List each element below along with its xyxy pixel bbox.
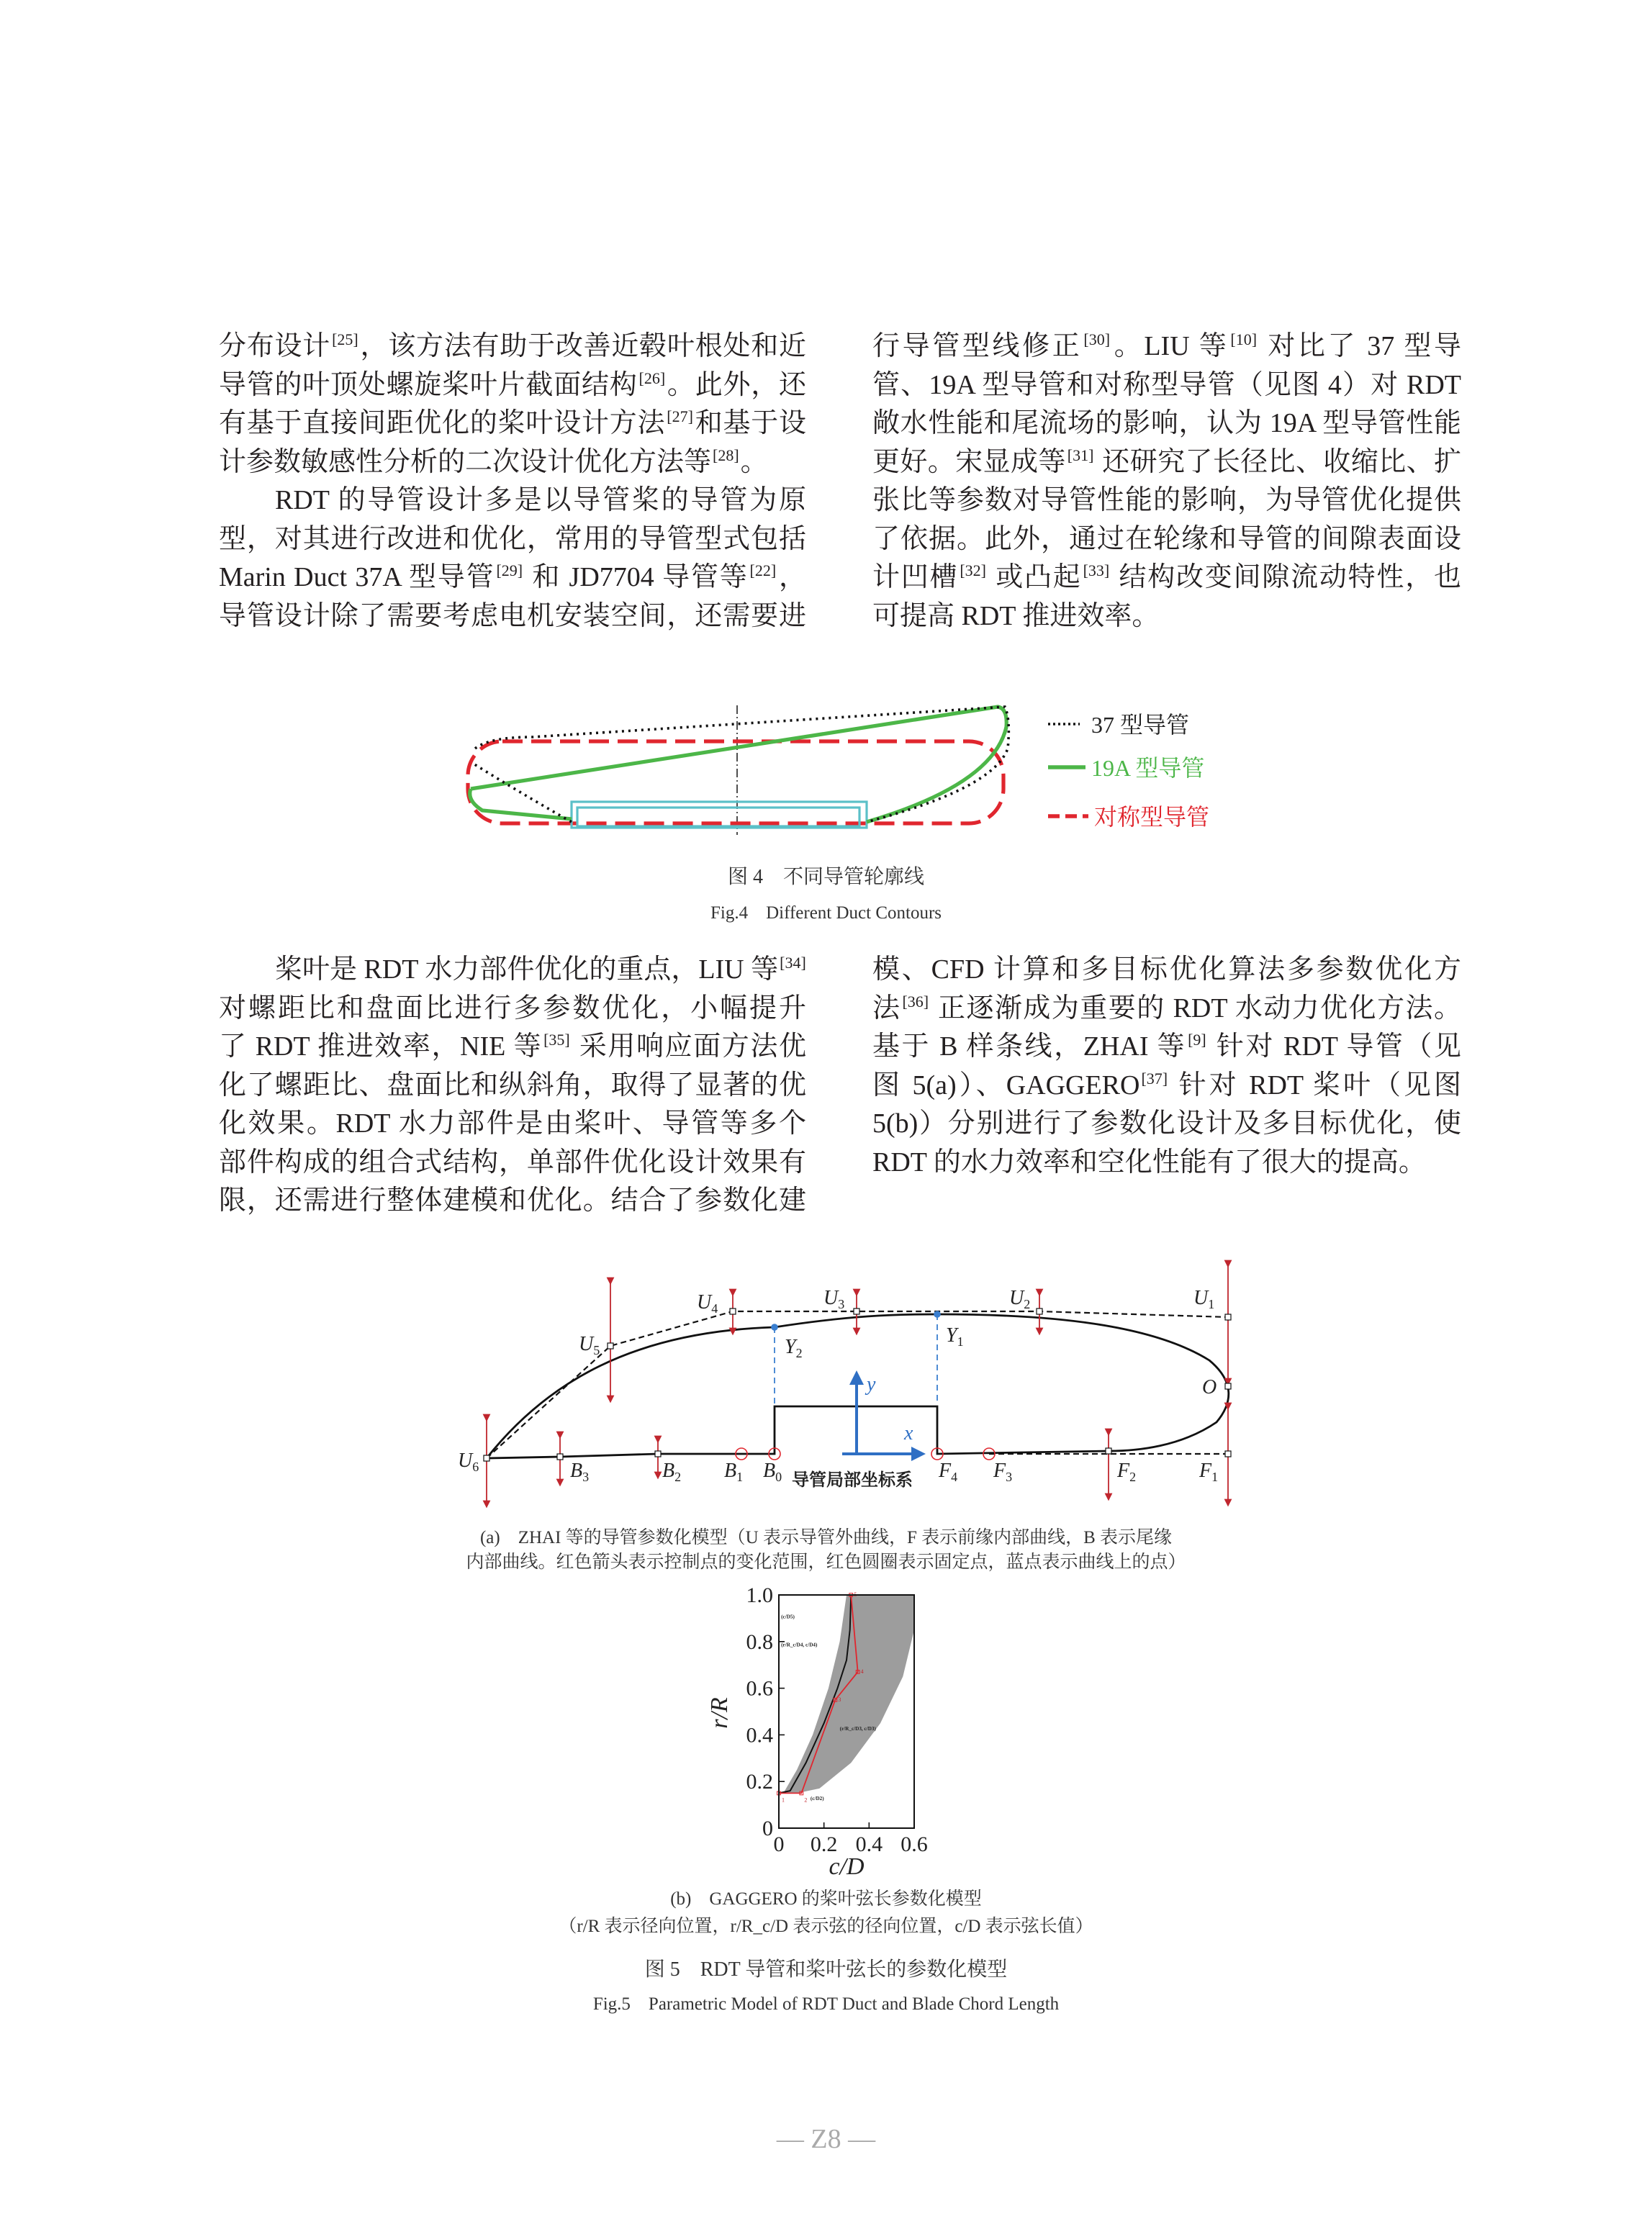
text-segment: 敞水性能和尾流场的影响，认为 19A 型导管性能 bbox=[872, 408, 1461, 438]
text-segment: 限，还需进行整体建模和优化。结合了参数化建 bbox=[219, 1185, 806, 1216]
figure-4-caption-en: Fig.4 Different Duct Contours bbox=[710, 903, 942, 923]
text-segment: 更好。宋显成等 bbox=[872, 446, 1066, 477]
annotation-label: (c/D2) bbox=[810, 1796, 824, 1802]
figure-5b-chord-length-chart bbox=[706, 1583, 928, 1880]
point-subscript: 6 bbox=[472, 1460, 479, 1474]
figure-4-duct-contours bbox=[468, 705, 1209, 835]
text-segment: 管、19A 型导管和对称型导管（见图 4）对 RDT bbox=[872, 369, 1461, 400]
figure-5-caption-cn: 图 5 RDT 导管和桨叶弦长的参数化模型 bbox=[644, 1958, 1008, 1981]
y2-point bbox=[771, 1324, 778, 1331]
text-segment: 对螺距比和盘面比进行多参数优化，小幅提升 bbox=[219, 993, 806, 1023]
y-axis-label: r/R bbox=[706, 1697, 733, 1729]
citation-ref: [10] bbox=[1230, 330, 1258, 348]
citation-ref: [29] bbox=[496, 561, 523, 579]
text-segment: 和基于设 bbox=[694, 408, 806, 438]
text-segment: 计参数敏感性分析的二次设计优化方法等 bbox=[219, 446, 712, 477]
annotation-label: (r/R_c/D4, c/D4) bbox=[781, 1642, 818, 1648]
text-segment: 有基于直接间距优化的桨叶设计方法 bbox=[219, 408, 666, 438]
citation-ref: [35] bbox=[543, 1031, 570, 1049]
citation-ref: [9] bbox=[1188, 1031, 1206, 1049]
figure-5b-caption-line1: (b) GAGGERO 的桨叶弦长参数化模型 bbox=[670, 1889, 982, 1909]
text-segment: 桨叶是 RDT 水力部件优化的重点，LIU 等 bbox=[275, 954, 779, 985]
citation-ref: [31] bbox=[1067, 446, 1094, 464]
point-subscript: 2 bbox=[1129, 1470, 1137, 1484]
legend-37-label: 37 型导管 bbox=[1091, 712, 1190, 738]
duct-19a-contour bbox=[470, 707, 1007, 822]
y-tick-label: 0.2 bbox=[746, 1770, 773, 1794]
point-subscript: 1 bbox=[1208, 1297, 1215, 1311]
point-subscript: 3 bbox=[582, 1470, 590, 1484]
x-axis-label: c/D bbox=[829, 1853, 865, 1880]
text-segment: 化效果。RDT 水力部件是由桨叶、导管等多个 bbox=[219, 1108, 806, 1139]
x-tick-label: 0.4 bbox=[855, 1832, 883, 1856]
point-label-f1 bbox=[1199, 1460, 1218, 1484]
text-segment: 计凹槽 bbox=[872, 562, 959, 592]
point-subscript: 2 bbox=[795, 1346, 803, 1360]
citation-ref: [25] bbox=[332, 330, 358, 348]
point-label-u3 bbox=[823, 1287, 844, 1311]
point-letter: F bbox=[1199, 1460, 1212, 1482]
point-label-y1 bbox=[946, 1324, 964, 1349]
text-segment: 型，对其进行改进和优化，常用的导管型式包括 bbox=[219, 523, 806, 554]
text-segment: RDT 的水力效率和空化性能有了很大的提高。 bbox=[872, 1147, 1426, 1177]
point-letter: B bbox=[763, 1460, 776, 1482]
point-subscript: 1 bbox=[957, 1334, 964, 1349]
point-letter: O bbox=[1202, 1376, 1217, 1398]
control-point-label: 5 bbox=[854, 1591, 857, 1598]
text-segment: 。 bbox=[740, 446, 768, 477]
point-label-b3 bbox=[570, 1460, 589, 1484]
point-letter: U bbox=[458, 1450, 473, 1472]
point-subscript: 1 bbox=[736, 1470, 744, 1484]
x-tick-label: 0.2 bbox=[810, 1832, 838, 1856]
text-segment: 模、CFD 计算和多目标优化算法多参数优化方 bbox=[872, 954, 1461, 985]
point-letter: U bbox=[1193, 1287, 1209, 1309]
annotation-label: (r/R_c/D3, c/D3) bbox=[839, 1725, 876, 1732]
legend-19a-label: 19A 型导管 bbox=[1091, 755, 1205, 781]
legend-symmetric-label: 对称型导管 bbox=[1094, 804, 1210, 830]
y-axis-label: y bbox=[867, 1373, 876, 1396]
point-label-u2 bbox=[1009, 1287, 1030, 1311]
text-segment: 导管设计除了需要考虑电机安装空间，还需要进 bbox=[219, 600, 806, 631]
text-segment: ，该方法有助于改善近毂叶根处和近 bbox=[359, 331, 806, 361]
citation-ref: [34] bbox=[780, 954, 806, 972]
point-letter: F bbox=[1117, 1460, 1130, 1482]
point-label-f2 bbox=[1116, 1460, 1136, 1484]
point-subscript: 3 bbox=[838, 1297, 845, 1311]
text-segment: 法 bbox=[872, 993, 901, 1023]
point-label-f3 bbox=[993, 1460, 1012, 1484]
citation-ref: [22] bbox=[749, 561, 777, 579]
y-tick-label: 1.0 bbox=[746, 1583, 773, 1607]
control-point-label: 4 bbox=[860, 1668, 864, 1675]
text-segment: 了依据。此外，通过在轮缘和导管的间隙表面设 bbox=[872, 523, 1461, 554]
text-segment: 导管的叶顶处螺旋桨叶片截面结构 bbox=[219, 369, 638, 400]
text-segment: 部件构成的组合式结构，单部件优化设计效果有 bbox=[219, 1147, 806, 1177]
point-label-o bbox=[1202, 1376, 1217, 1398]
point-label-u5 bbox=[579, 1333, 600, 1357]
figure-5a-caption-line2: 内部曲线。红色箭头表示控制点的变化范围，红色圆圈表示固定点，蓝点表示曲线上的点） bbox=[466, 1552, 1186, 1572]
point-subscript: 0 bbox=[775, 1470, 782, 1484]
text-segment: 正逐渐成为重要的 RDT 水动力优化方法。 bbox=[930, 993, 1461, 1023]
x-axis-label: x bbox=[904, 1422, 913, 1445]
text-segment: 行导管型线修正 bbox=[872, 331, 1083, 361]
page-number: — Z8 — bbox=[776, 2124, 876, 2154]
point-letter: Y bbox=[946, 1324, 957, 1347]
local-coordinate-label: 导管局部坐标系 bbox=[792, 1470, 913, 1490]
text-segment: Marin Duct 37A 型导管 bbox=[219, 562, 495, 592]
text-segment: 5(b)）分别进行了参数化设计及多目标优化，使 bbox=[872, 1108, 1461, 1139]
text-segment: 基于 B 样条线，ZHAI 等 bbox=[872, 1031, 1187, 1062]
text-segment: 了 RDT 推进效率，NIE 等 bbox=[219, 1031, 543, 1062]
figure-5a-caption-line1: (a) ZHAI 等的导管参数化模型（U 表示导管外曲线，F 表示前缘内部曲线，B 表示尾缘 bbox=[479, 1528, 1173, 1547]
y-tick-label: 0.8 bbox=[746, 1629, 773, 1654]
point-letter: U bbox=[579, 1333, 594, 1355]
point-letter: U bbox=[1009, 1287, 1024, 1309]
text-segment: 或凸起 bbox=[987, 562, 1082, 592]
point-subscript: 2 bbox=[1024, 1297, 1031, 1311]
point-label-y2 bbox=[785, 1336, 803, 1360]
citation-ref: [26] bbox=[638, 369, 666, 387]
point-subscript: 4 bbox=[951, 1470, 958, 1484]
point-letter: B bbox=[724, 1460, 737, 1482]
figure-5a-duct-parametric-model bbox=[458, 1264, 1231, 1504]
x-tick-label: 0 bbox=[773, 1832, 785, 1856]
y1-point bbox=[934, 1311, 941, 1318]
point-label-f4 bbox=[938, 1460, 957, 1484]
point-subscript: 2 bbox=[674, 1470, 682, 1484]
text-segment: 张比等参数对导管性能的影响，为导管优化提供 bbox=[872, 485, 1461, 515]
citation-ref: [32] bbox=[960, 561, 986, 579]
citation-ref: [30] bbox=[1083, 330, 1111, 348]
text-segment: 。LIU 等 bbox=[1111, 331, 1229, 361]
y-tick-label: 0.4 bbox=[746, 1723, 773, 1748]
text-segment: 和 JD7704 导管等 bbox=[524, 562, 749, 592]
x-tick-label: 0.6 bbox=[901, 1832, 928, 1856]
text-segment: 图 5(a)）、GAGGERO bbox=[872, 1070, 1140, 1100]
point-letter: B bbox=[570, 1460, 583, 1482]
citation-ref: [27] bbox=[667, 407, 693, 425]
text-segment: 分布设计 bbox=[219, 331, 331, 361]
text-segment: 可提高 RDT 推进效率。 bbox=[872, 600, 1160, 631]
point-label-u1 bbox=[1193, 1287, 1214, 1311]
text-segment: 化了螺距比、盘面比和纵斜角，取得了显著的优 bbox=[219, 1070, 806, 1100]
figure-4-caption-cn: 图 4 不同导管轮廓线 bbox=[727, 866, 924, 888]
figure-5b-caption-line2: （r/R 表示径向位置，r/R_c/D 表示弦的径向位置，c/D 表示弦长值） bbox=[559, 1917, 1093, 1936]
citation-ref: [33] bbox=[1083, 561, 1110, 579]
y-tick-label: 0.6 bbox=[746, 1676, 773, 1701]
text-segment: 。此外，还 bbox=[667, 369, 806, 400]
symmetric-duct-contour bbox=[468, 741, 1003, 823]
point-subscript: 3 bbox=[1006, 1470, 1013, 1484]
y-tick-label: 0 bbox=[762, 1817, 773, 1840]
citation-ref: [28] bbox=[713, 446, 739, 464]
point-letter: U bbox=[697, 1291, 712, 1314]
feasible-band bbox=[783, 1595, 914, 1793]
control-point-label: 1 bbox=[782, 1796, 785, 1804]
control-point-label: 3 bbox=[838, 1696, 841, 1703]
text-segment: 还研究了长径比、收缩比、扩 bbox=[1095, 446, 1461, 477]
citation-ref: [37] bbox=[1141, 1069, 1168, 1088]
citation-ref: [36] bbox=[902, 992, 929, 1011]
point-label-u4 bbox=[697, 1291, 718, 1316]
point-subscript: 1 bbox=[1211, 1470, 1219, 1484]
figure-5-caption-en: Fig.5 Parametric Model of RDT Duct and Blade Chord Length bbox=[592, 1994, 1060, 2014]
point-letter: F bbox=[939, 1460, 952, 1482]
point-label-b1 bbox=[724, 1460, 743, 1484]
text-segment: ， bbox=[777, 562, 806, 592]
point-label-b2 bbox=[662, 1460, 681, 1484]
text-segment: 采用响应面方法优 bbox=[571, 1031, 806, 1062]
point-letter: F bbox=[993, 1460, 1006, 1482]
annotation-label: (c/D5) bbox=[781, 1614, 795, 1620]
point-letter: Y bbox=[785, 1336, 796, 1358]
duct-37-contour bbox=[472, 707, 1008, 822]
control-point-label: 2 bbox=[804, 1796, 808, 1804]
point-letter: U bbox=[823, 1287, 839, 1309]
point-label-u6 bbox=[458, 1450, 479, 1474]
text-segment: 针对 RDT 导管（见 bbox=[1207, 1031, 1461, 1062]
text-segment: RDT 的导管设计多是以导管桨的导管为原 bbox=[275, 485, 806, 515]
text-segment: 针对 RDT 桨叶（见图 bbox=[1169, 1070, 1461, 1100]
point-label-b0 bbox=[763, 1460, 782, 1484]
text-segment: 结构改变间隙流动特性，也 bbox=[1111, 562, 1461, 592]
point-subscript: 4 bbox=[711, 1301, 718, 1316]
text-segment: 对比了 37 型导 bbox=[1258, 331, 1461, 361]
point-letter: B bbox=[662, 1460, 675, 1482]
point-subscript: 5 bbox=[593, 1343, 600, 1357]
